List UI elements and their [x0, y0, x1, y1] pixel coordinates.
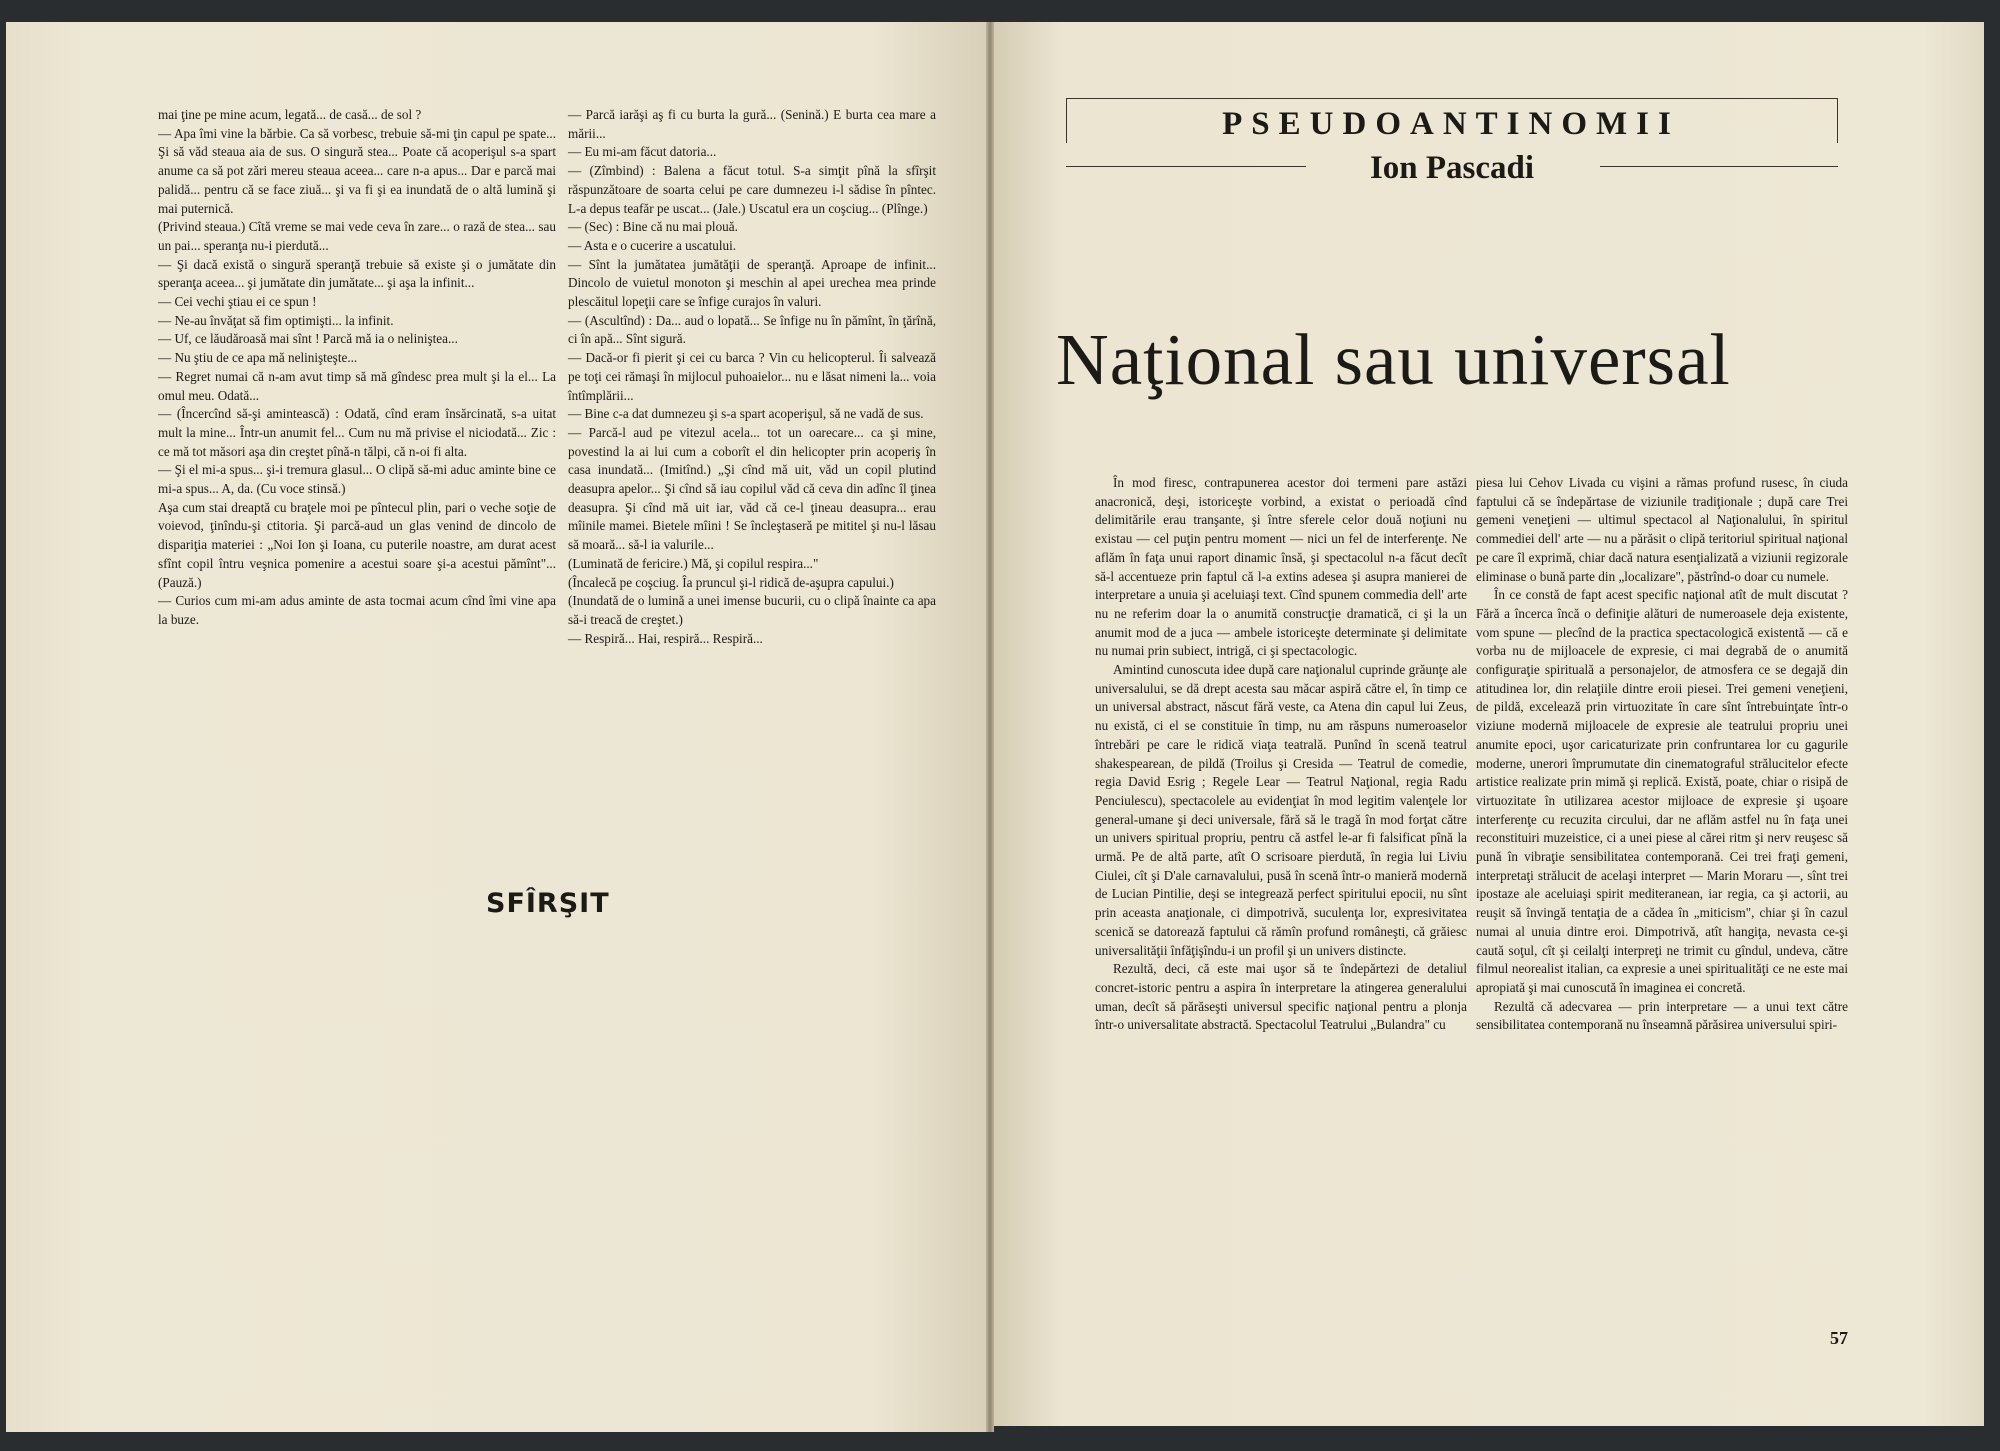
paragraph: mai ţine pe mine acum, legată... de casă... de sol ?	[158, 107, 422, 122]
paragraph: — Cei vechi ştiau ei ce spun !	[158, 294, 317, 310]
paragraph: — Apa îmi vine la bărbie. Ca să vorbesc, trebuie să-mi ţin capul pe spate... Şi să văd steaua aia de sus. O singură stea... Poate că acoperişul s-a spart anume ca să pot zări mereu steaua aceea... care n-a apus... Dar e parcă mai palidă... pentru că se face ziuă... şi va fi şi ea inundată de o altă lumină şi mai puternică.	[158, 125, 556, 216]
left-column-1	[158, 106, 556, 630]
paragraph: Amintind cunoscuta idee după care naţionalul cuprinde grăunţe ale universalului, se dă drept acesta sau măcar aspiră către el, în timp ce un universal abstract, născut fără veste, ca Atena din capul lui Zeus, nu există, ci el se constituie în timp, nu am răspuns numeroaselor întrebări pe care le ridică viaţa teatrală. Punînd în scenă teatrul shakespearean, de pildă (Troilus şi Cresida — Teatrul de comedie, regia David Esrig ; Regele Lear — Teatrul Naţional, regia Radu Penciulescu), spectacolele au evidenţiat în mod legitim valenţele lor general-umane şi deci universale, fără să le tragă în mod forţat către un univers spiritual propriu, pentru că astfel le-ar fi falsificat pînă la urmă. Pe de altă parte, atît O scrisoare pierdută, în regia lui Liviu Ciulei, cît şi D'ale carnavalului, pusă în scenă într-o manieră modernă de Lucian Pintilie, deşi se integrează perfect spiritului epocii, nu sînt prin aceasta anaţionale, ci dimpotrivă, suculenţa lor, expresivitatea scenică se datorează faptului că rămîn profund româneşti, că grăiesc universalităţii înfăţişîndu-i un profil şi un univers distincte.	[1095, 662, 1467, 958]
paragraph: Rezultă, deci, că este mai uşor să te îndepărtezi de detaliul concret-istoric pentru a aspira în interpretare la atingerea generalului uman, decît să părăseşti universul specific naţional pentru a plonja într-o universalitate abstractă. Spectacolul Teatrului „Bulandra" cu	[1095, 961, 1467, 1033]
series-title: PSEUDOANTINOMII	[1222, 106, 1680, 142]
paragraph: În ce constă de fapt acest specific naţional atît de mult discutat ? Fără a încerca încă o definiţie alături de numeroasele deja existente, vom spune — plecînd de la practica spectacologică existentă — că e vorba nu de mijloacele de expresie, ci mai degrabă de o anumită configuraţie spirituală a personajelor, de atmosfera ce se degajă din atitudinea lor, din relaţiile dintre eroii piesei. Trei gemeni veneţieni, de pildă, excelează prin virtuozitate în care sînt întrebuinţate într-o viziune modernă mijloacele de expresie ale teatrului propriu unei anumite epoci, uşor caricaturizate prin confruntarea lor cu gagurile moderne, unerori împrumutate din cinematograful strălucitelor efecte artistice realizate prin mimă şi replică. Există, poate, chiar o risipă de virtuozitate în utilizarea acestor mijloace de expresie şi uşoare interferenţe cu recuzita circului, dar ne aflăm astfel nu în faţa unei reconstituiri muzeistice, ci a unei piese al cărei ritm şi nerv reuşesc să pună în vibraţie sensibilitatea contemporană. Cei trei fraţi gemeni, interpretaţi strălucit de acelaşi interpret — Marin Moraru —, sînt trei ipostaze ale aceluiaşi spirit mediteranean, iar regia, ca şi actorii, au reuşit să învingă tentaţia de a cădea în „miticism", chiar şi în cazul numai al unuia dintre eroi. Dimpotrivă, atît hangiţa, nevasta ce-şi caută soţul, cît şi ceilalţi interpreţi ne trimit cu gîndul, undeva, către filmul neorealist italian, ca expresie a unei spiritualităţi ce ne este mai apropiată şi mai cunoscută în imaginea ei concretă.	[1476, 587, 1848, 995]
paragraph: — Regret numai că n-am avut timp să mă gîndesc prea mult şi la el... La omul meu. Odată...	[158, 368, 556, 403]
paragraph: — Şi el mi-a spus... şi-i tremura glasul... O clipă să-mi aduc aminte bine ce mi-a spus... A, da. (Cu voce stinsă.)	[158, 462, 556, 497]
paragraph: (Luminată de fericire.) Mă, şi copilul respira..."	[568, 555, 819, 571]
author-row	[1066, 150, 1838, 190]
paragraph: — (Ascultînd) : Da... aud o lopată... Se înfige nu în pămînt, în ţărînă, ci în apă... Sînt sigură.	[568, 312, 936, 347]
end-mark: SFÎRŞIT	[486, 888, 610, 919]
paragraph: În mod firesc, contrapunerea acestor doi termeni pare astăzi anacronică, deşi, istoriceşte vorbind, a existat o perioadă cînd delimitările erau tranşante, şi între sferele celor două noţiuni nu existau — cel puţin pentru moment — nici un fel de interferenţe. Ne aflăm în faţa unui raport dinamic însă, şi spectacolul n-a făcut decît să-l accentueze prin faptul că l-a extins adesea şi asupra manierei de interpretare a unuia şi aceluiaşi text. Cînd spunem commedia dell' arte nu ne referim doar la o anumită construcţie dramatică, ci şi la un anumit mod de a juca — ambele istoriceşte determinate şi delimitate nu numai prin subiect, intrigă, ci şi spectacologic.	[1095, 475, 1467, 659]
page-number: 57	[1830, 1328, 1848, 1348]
paragraph: (Încalecă pe coşciug. Îa pruncul şi-l ridică de-aşupra capului.)	[568, 574, 894, 590]
paragraph: (Inundată de o lumină a unei imense bucurii, cu o clipă înainte ca apa să-i treacă de creştet.)	[568, 593, 936, 627]
paragraph: — Parcă-l aud pe vitezul acela... tot un oarecare... ca şi mine, povestind la ai lui cum a coborît el din helicopter prin acoperiş în casa inundată... (Imitînd.) „Şi cînd mă uit, văd un copil plutind deasupra apelor... Şi cînd să iau copilul văd că ceva din adînc îl ţinea deasupra. Şi cînd mă uit iar, văd că ce-l ţineau deasupra... erau mîinile mamei. Bietele mîini ! Se încleştaseră pe mititel şi nu-l lăsau să moară... să-l ia valurile...	[568, 424, 936, 553]
paragraph: piesa lui Cehov Livada cu vişini a rămas profund rusesc, în ciuda faptului că se îndepărtase de viziunile tradiţionale ; după care Trei gemeni veneţieni — ultimul spectacol al Naţionalului, în spiritul commediei dell' arte — nu a părăsit o clipă teritoriul spiritual naţional pe care îl exprimă, chiar dacă natura esenţializată a viziunii regizorale eliminase o bună parte din „localizare", păstrînd-o doar cu numele.	[1476, 475, 1848, 584]
left-page	[6, 22, 986, 1432]
paragraph: — (Sec) : Bine că nu mai plouă.	[568, 219, 738, 235]
paragraph: (Privind steaua.) Cîtă vreme se mai vede ceva în zare... o rază de stea... sau un pai... speranţa nu-i pierdută...	[158, 219, 556, 253]
paragraph: — Respiră... Hai, respiră... Respiră...	[568, 630, 763, 646]
paragraph: — Curios cum mi-am adus aminte de asta tocmai acum cînd îmi vine apa la buze.	[158, 593, 556, 627]
paragraph: — Bine c-a dat dumnezeu şi s-a spart acoperişul, să ne vadă de sus.	[568, 406, 924, 422]
paragraph: — (Zîmbind) : Balena a făcut totul. S-a simţit pînă la sfîrşit răspunzătoare de soarta celui pe care dumnezeu i-l sădise în pîntec. L-a depus teafăr pe uscat... (Jale.) Uscatul era un coşciug... (Plînge.)	[568, 163, 936, 216]
paragraph: — Şi dacă există o singură speranţă trebuie să existe şi o jumătate din speranţa aceea... şi jumătate din jumătate... şi aşa la infinit...	[158, 256, 556, 291]
right-page	[994, 22, 1984, 1426]
paragraph: — Ne-au învăţat să fim optimişti... la infinit.	[158, 312, 394, 328]
divider	[1600, 166, 1838, 167]
right-column-2	[1476, 474, 1848, 1035]
book-gutter	[986, 22, 994, 1432]
paragraph: — Asta e o cucerire a uscatului.	[568, 237, 737, 253]
paragraph: Rezultă că adecvarea — prin interpretare — a unui text către sensibilitatea contemporană nu înseamnă părăsirea universului spiri-	[1476, 998, 1848, 1033]
paragraph: Aşa cum stai dreaptă cu braţele moi pe pîntecul plin, pari o veche soţie de voievod, ţinîndu-şi ctitoria. Şi parcă-aud un glas venind de dincolo de dispariţia materiei : „Noi Ion şi Ioana, cu puterile noastre, am durat acest sfînt copil întru veşnica pomenire a acestui soare şi-a acestui pămînt"... (Pauză.)	[158, 499, 556, 590]
author-name: Ion Pascadi	[1369, 150, 1535, 186]
right-column-1	[1095, 474, 1467, 1035]
paragraph: — Parcă iarăşi aş fi cu burta la gură... (Senină.) E burta cea mare a mării...	[568, 107, 936, 141]
paragraph: — Uf, ce lăudăroasă mai sînt ! Parcă mă ia o neliniştea...	[158, 331, 458, 347]
paragraph: — Dacă-or fi pierit şi cei cu barca ? Vin cu helicopterul. Îi salvează pe toţi cei rămaşi în mijlocul puhoaielor... nu e lăsat nimeni la... voia întîmplării...	[568, 350, 936, 403]
paragraph: — (Încercînd să-şi amintească) : Odată, cînd eram însărcinată, s-a uitat mult la mine... Într-un anumit fel... Cum nu mă privise el niciodată... Zic : ce mă tot măsori aşa din creştet pînă-n tălpi, că n-oi fi alta.	[158, 406, 556, 459]
paragraph: — Sînt la jumătatea jumătăţii de speranţă. Aproape de infinit... Dincolo de vuietul monoton şi meschin al apei urechea mea prinde plescăitul lopeţii care se înfige curajos în valuri.	[568, 256, 936, 310]
paragraph: — Nu ştiu de ce apa mă nelinişteşte...	[158, 350, 358, 366]
paragraph: — Eu mi-am făcut datoria...	[568, 144, 717, 160]
article-headline: Naţional sau universal	[1056, 319, 1731, 400]
left-column-2	[568, 106, 936, 648]
